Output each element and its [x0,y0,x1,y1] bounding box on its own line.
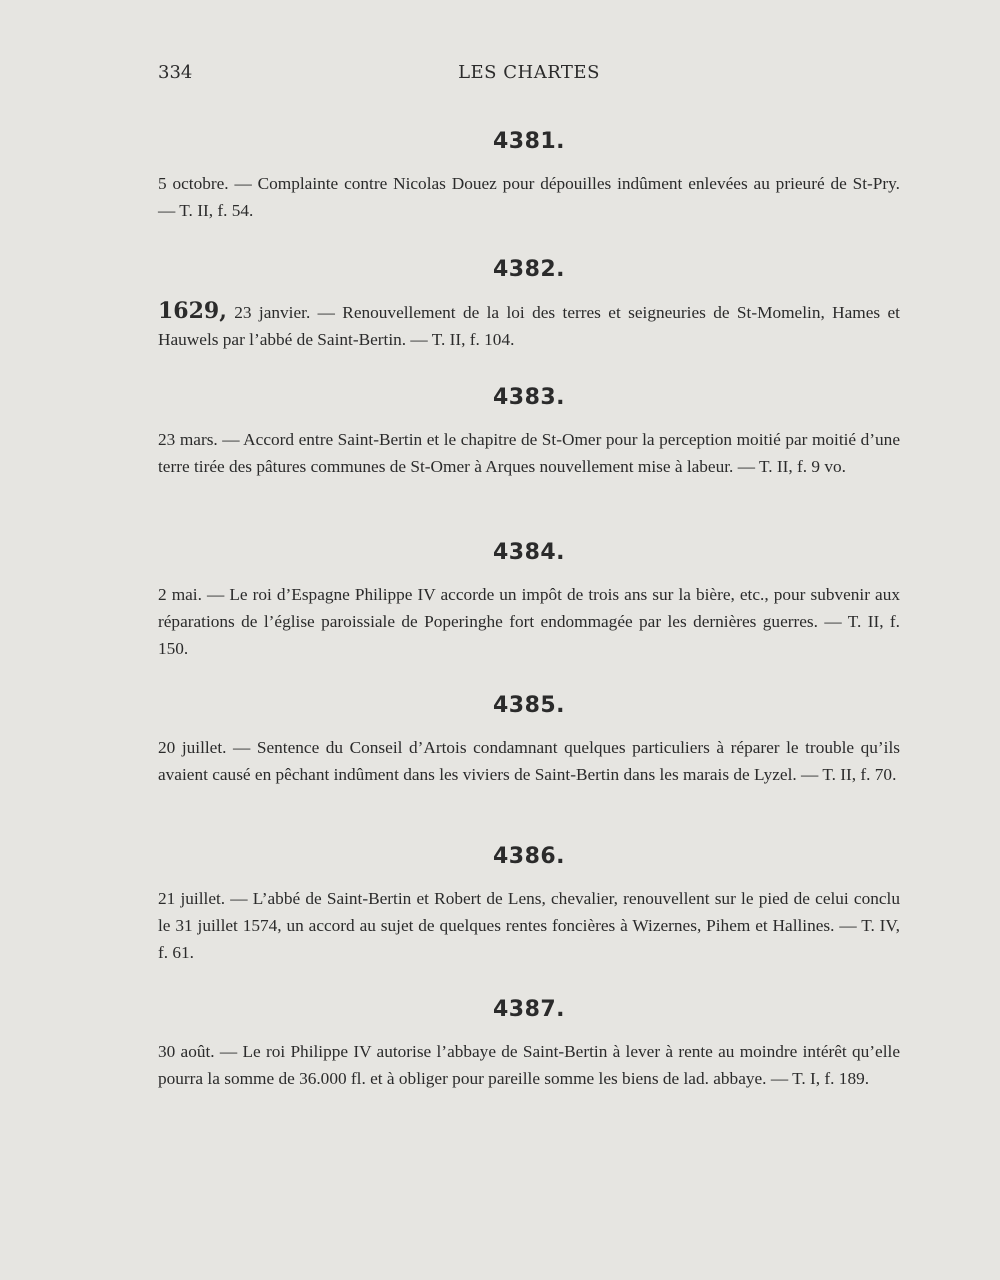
entry-text: 30 août. — Le roi Philippe IV autorise l’abbaye de Saint-Bertin à lever à rente au moindre intérêt qu’elle pourra la somme de 36.000 fl. et à obliger pour pareille somme les biens de lad. abbaye. — T. I, f. 189. [158,1042,900,1088]
entry-text-container [158,298,900,353]
entry-number: 4382. [492,257,566,282]
running-title: LES CHARTES [458,62,600,83]
entry-number: 4384. [492,540,566,565]
entry-text: 5 octobre. — Complainte contre Nicolas Douez pour dépouilles indûment enlevées au prieuré de St-Pry. — T. II, f. 54. [158,174,900,220]
charter-entry-4382 [158,256,900,353]
entry-number: 4386. [492,844,566,869]
entry-number: 4383. [492,385,566,410]
entry-number: 4387. [492,997,566,1022]
entry-number: 4381. [492,129,566,154]
entry-text: 2 mai. — Le roi d’Espagne Philippe IV accorde un impôt de trois ans sur la bière, etc., pour subvenir aux réparations de l’église paroissiale de Poperinghe fort endommagée par les dernières guerres. — T. II, f. 150. [158,585,900,658]
entry-number: 4385. [492,693,566,718]
entry-text: 23 mars. — Accord entre Saint-Bertin et le chapitre de St-Omer pour la perception moitié par moitié d’une terre tirée des pâtures communes de St-Omer à Arques nouvellement mise à labeur. — T. II, f. 9 vo. [158,430,900,476]
page-number: 334 [158,62,193,83]
charter-entry-4387 [158,996,900,1092]
entry-text: 23 janvier. — Renouvellement de la loi des terres et seigneuries de St-Momelin, Hames et Hauwels par l’abbé de Saint-Bertin. — T. II, f. 104. [158,303,900,349]
charter-entry-4383 [158,384,900,480]
entry-year: 1629, [158,298,227,324]
charter-entry-4385 [158,692,900,788]
charter-entry-4384 [158,539,900,662]
running-head [158,62,900,88]
entry-text: 21 juillet. — L’abbé de Saint-Bertin et Robert de Lens, chevalier, renouvellent sur le pied de celui conclu le 31 juillet 1574, un accord au sujet de quelques rentes foncières à Wizernes, Pihem et Hallines. — T. IV, f. 61. [158,889,900,962]
charter-entry-4386 [158,843,900,966]
entry-text: 20 juillet. — Sentence du Conseil d’Artois condamnant quelques particuliers à réparer le trouble qu’ils avaient causé en pêchant indûment dans les viviers de Saint-Bertin dans les marais de Lyzel. — T. II, f. 70. [158,738,900,784]
charter-entry-4381 [158,128,900,224]
